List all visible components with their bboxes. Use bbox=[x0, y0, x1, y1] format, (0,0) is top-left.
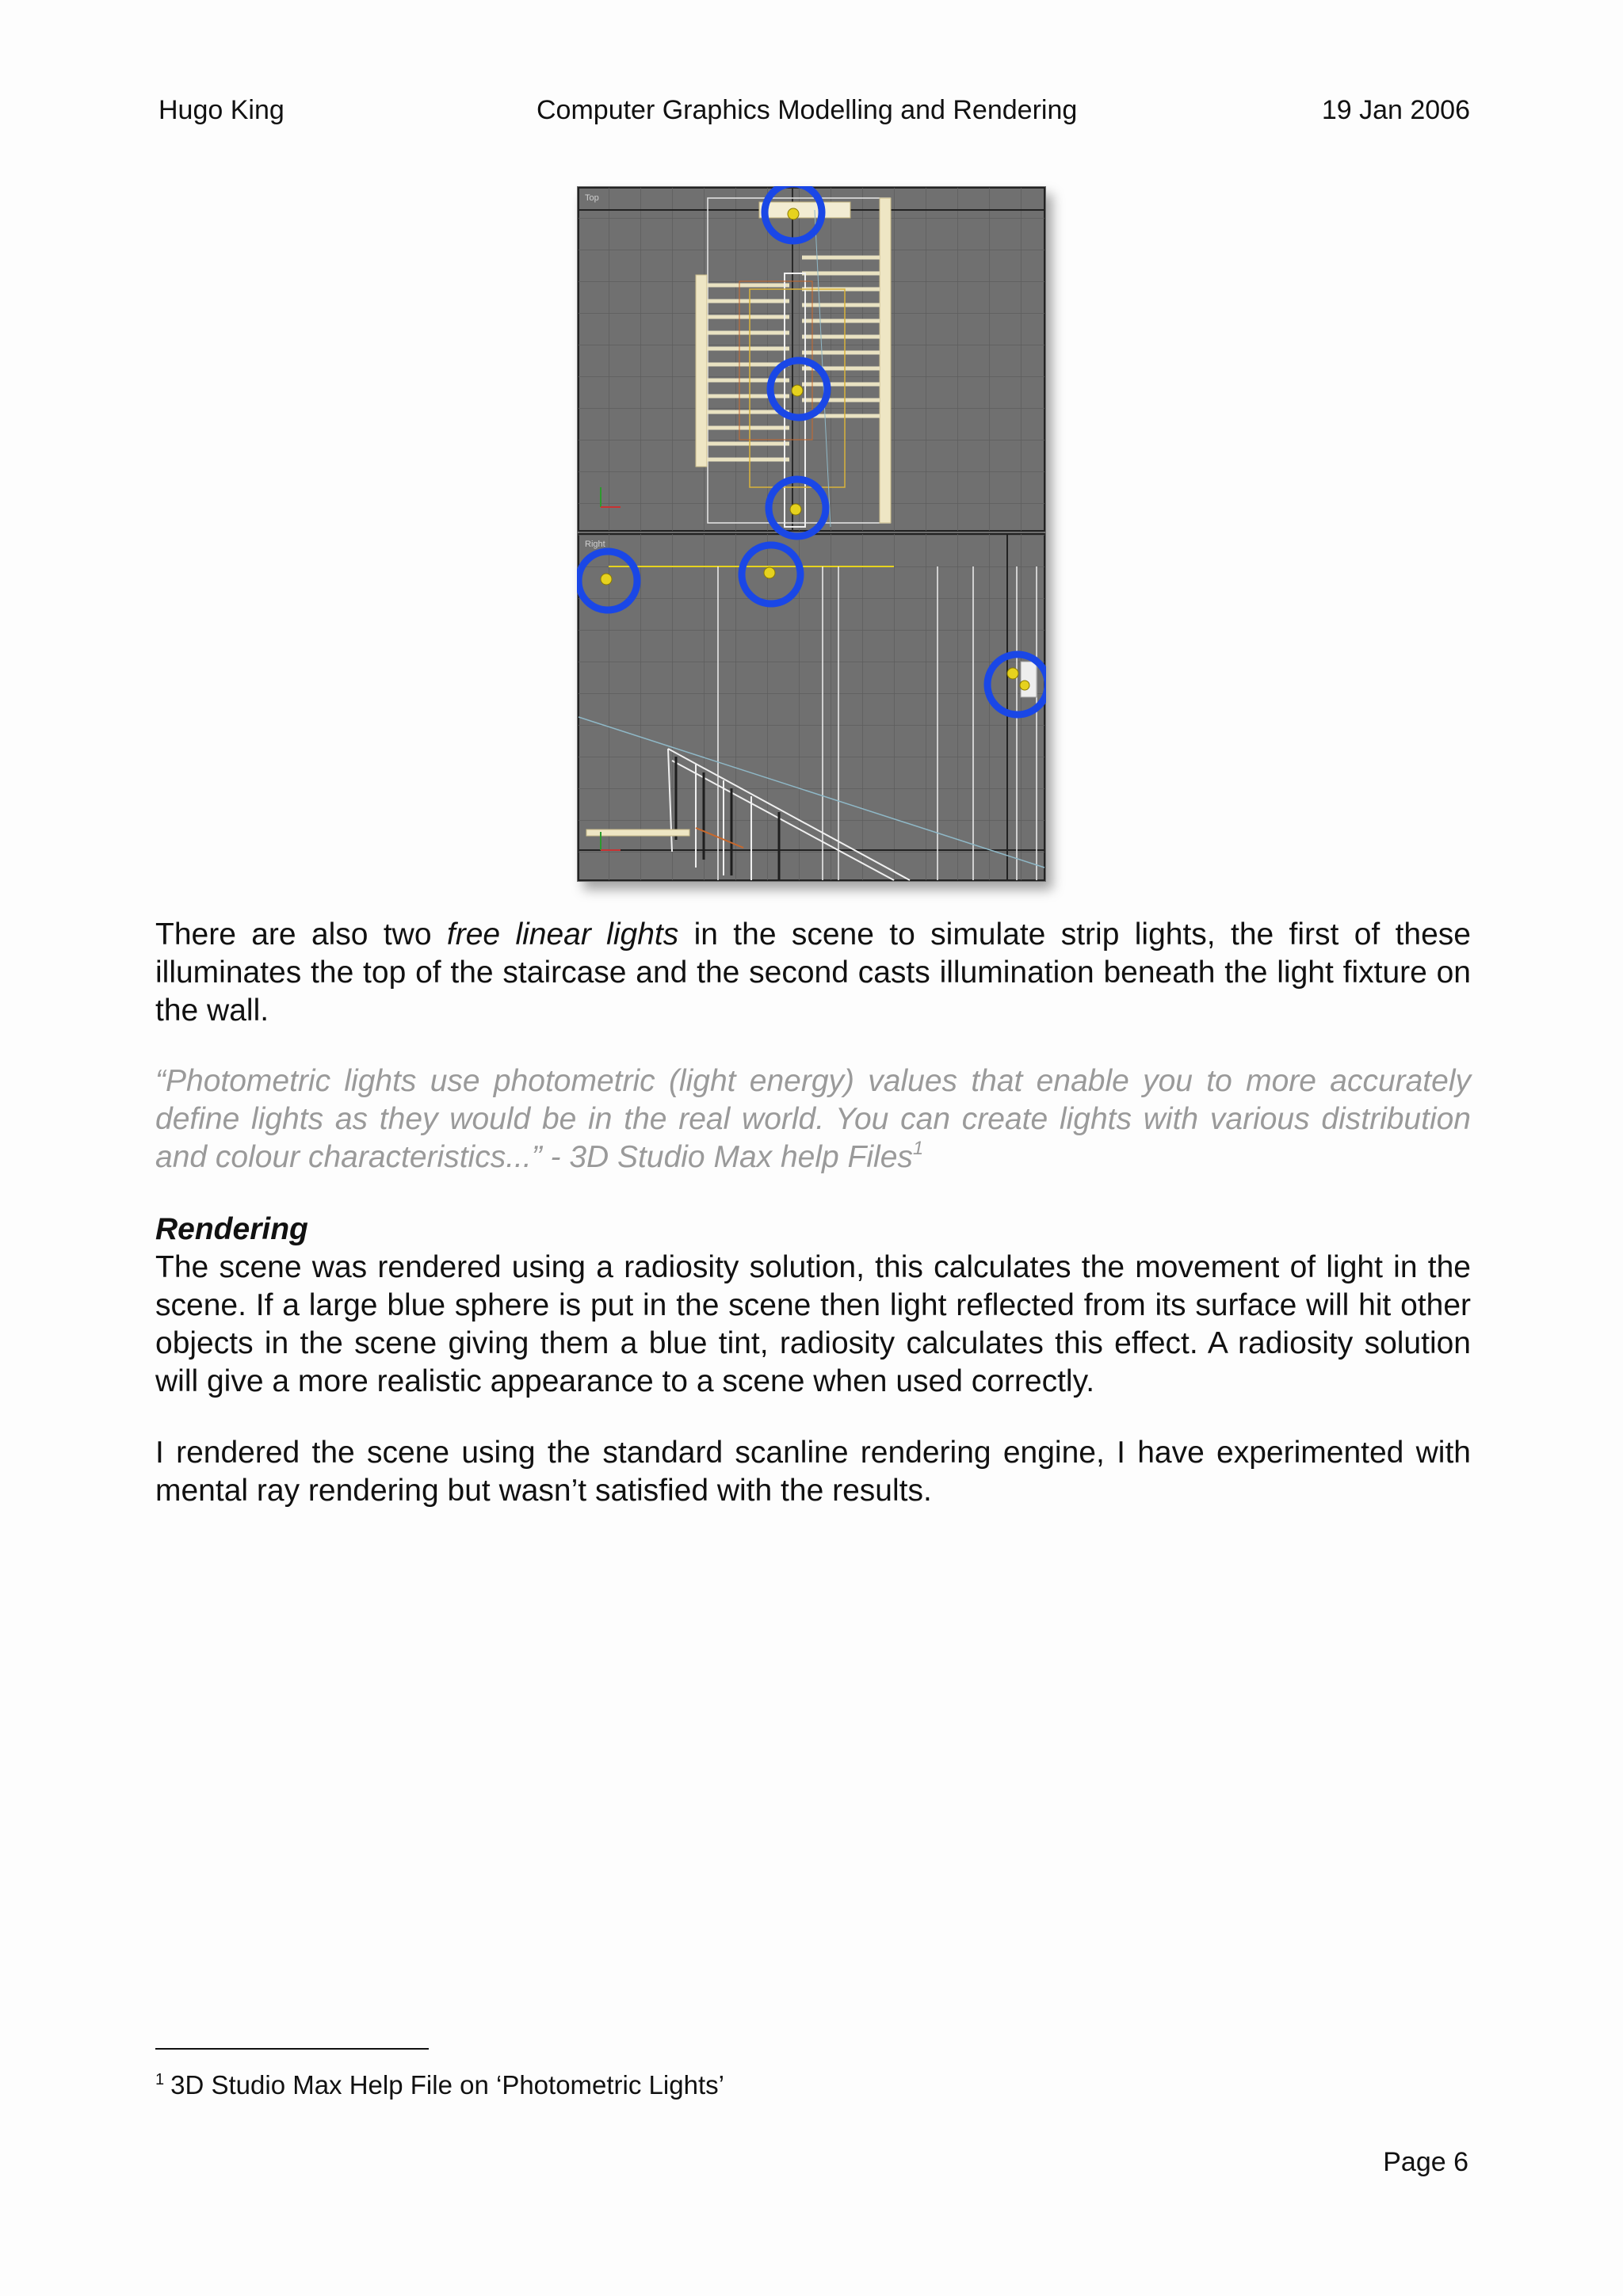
footnote-reference[interactable]: 1 bbox=[912, 1138, 924, 1159]
page-header bbox=[158, 95, 1470, 135]
paragraph-free-linear-lights bbox=[155, 916, 1471, 1030]
para1-text-end: in the scene to simulate strip lights, the first of these illuminates the top of the staircase and the second casts illumination beneath the light fixture on the wall. bbox=[155, 917, 1471, 1028]
viewport-screenshot-figure bbox=[577, 186, 1046, 882]
para1-emphasis: free linear lights bbox=[446, 917, 679, 952]
viewport-screenshot bbox=[577, 186, 1046, 882]
footnote-divider bbox=[155, 2048, 429, 2050]
section-heading-rendering: Rendering bbox=[155, 1212, 308, 1246]
header-date: 19 Jan 2006 bbox=[1321, 95, 1470, 125]
top-viewport-label: Top bbox=[585, 193, 599, 203]
footnote bbox=[155, 2069, 724, 2101]
header-title: Computer Graphics Modelling and Rendering bbox=[537, 95, 1078, 125]
footnote-text: 3D Studio Max Help File on ‘Photometric Lights’ bbox=[170, 2070, 724, 2100]
quote-text: “Photometric lights use photometric (light energy) values that enable you to more accurately define lights as they would be in the real world. You can create lights with various distribution and colour characteristics...” - 3D Studio Max help Files bbox=[155, 1064, 1471, 1174]
footnote-number: 1 bbox=[155, 2071, 165, 2088]
paragraph-radiosity: The scene was rendered using a radiosity solution, this calculates the movement of light in the scene. If a large blue sphere is put in the scene then light reflected from its surface will hit other objects in the scene giving them a blue tint, radiosity calculates this effect. A radiosity solution will give a more realistic appearance to a scene when used correctly. bbox=[155, 1250, 1471, 1398]
right-viewport-label: Right bbox=[585, 540, 605, 549]
paragraph-scanline: I rendered the scene using the standard scanline rendering engine, I have experimented with mental ray rendering but wasn’t satisfied with the results. bbox=[155, 1436, 1471, 1508]
photometric-quote bbox=[155, 1062, 1471, 1177]
header-author: Hugo King bbox=[158, 95, 285, 125]
page-number: Page 6 bbox=[1383, 2147, 1468, 2177]
para1-text-start: There are also two bbox=[155, 917, 447, 952]
right-viewport bbox=[579, 534, 1044, 880]
